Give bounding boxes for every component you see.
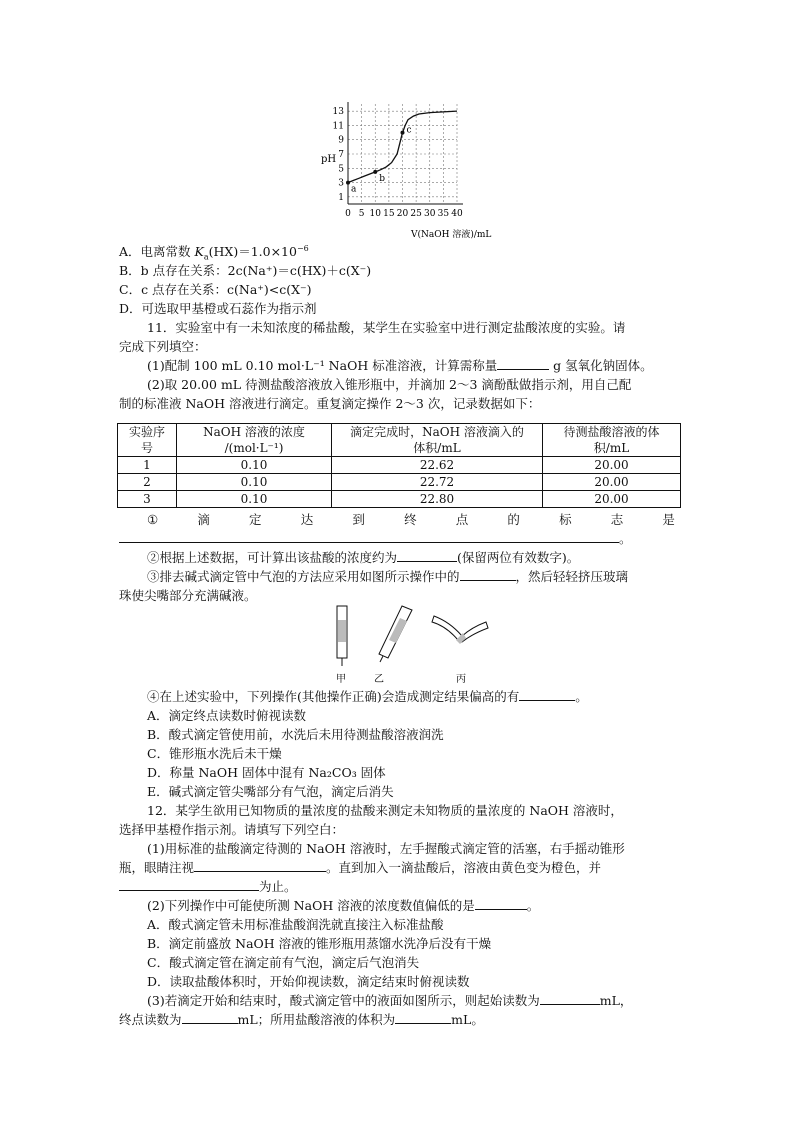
q10-option-d: D．可选取甲基橙或石蕊作为指示剂 bbox=[119, 301, 317, 316]
answer-blank[interactable] bbox=[182, 1011, 238, 1024]
burette-yi-icon bbox=[379, 606, 412, 662]
q11-sub4-option: B．酸式滴定管使用前，水洗后未用待测盐酸溶液润洗 bbox=[147, 727, 444, 742]
y-tick-label: 5 bbox=[338, 164, 344, 175]
q10-option-b: B．b 点存在关系：2c(Na⁺)＝c(HX)＋c(X⁻) bbox=[119, 263, 372, 278]
x-axis-label: V(NaOH 溶液)/mL bbox=[411, 230, 492, 240]
y-tick-label: 13 bbox=[332, 107, 344, 118]
titration-data-table bbox=[117, 423, 681, 508]
answer-blank[interactable] bbox=[475, 897, 527, 910]
q11-stem: 11．实验室中有一未知浓度的稀盐酸，某学生在实验室中进行测定盐酸浓度的实验。请 bbox=[147, 320, 626, 335]
y-tick-label: 1 bbox=[338, 192, 344, 203]
answer-blank[interactable] bbox=[460, 568, 516, 581]
y-tick-label: 9 bbox=[338, 135, 344, 146]
x-tick-label: 30 bbox=[424, 209, 436, 219]
q11-sub3-cont: 珠使尖嘴部分充满碱液。 bbox=[119, 588, 257, 603]
q11-sub4-option: E．碱式滴定管尖嘴部分有气泡，滴定后消失 bbox=[147, 784, 394, 799]
q12-part2-option: D．读取盐酸体积时，开始仰视读数，滴定结束时俯视读数 bbox=[147, 974, 470, 989]
x-tick-label: 25 bbox=[410, 209, 422, 219]
x-tick-label: 40 bbox=[451, 209, 463, 219]
q11-part1: (1)配制 100 mL 0.10 mol·L⁻¹ NaOH 标准溶液，计算需称量 g 氢氧化钠固体。 bbox=[147, 358, 653, 373]
q12-part1-cont: 瓶，眼睛注视 。直到加入一滴盐酸后，溶液由黄色变为橙色，并 bbox=[119, 860, 602, 875]
curve-point-label: b bbox=[379, 173, 386, 184]
q12-part2-option: C．酸式滴定管在滴定前有气泡，滴定后气泡消失 bbox=[147, 955, 420, 970]
answer-blank[interactable] bbox=[119, 530, 619, 543]
x-tick-label: 10 bbox=[369, 209, 381, 219]
table-row: 1 0.10 22.62 20.00 bbox=[118, 457, 681, 474]
q11-part2: (2)取 20.00 mL 待测盐酸溶液放入锥形瓶中，并滴加 2～3 滴酚酞做指示剂，用自己配 bbox=[147, 377, 632, 392]
x-tick-label: 5 bbox=[358, 209, 365, 219]
q11-sub1-justified: ① 滴 定 达 到 终 点 的 标 志 是 bbox=[147, 512, 675, 527]
figure-label-bing: 丙 bbox=[456, 674, 466, 685]
curve-point-c bbox=[401, 131, 405, 135]
q12-part3-cont: 终点读数为 mL；所用盐酸溶液的体积为 mL。 bbox=[119, 1012, 484, 1027]
curve-point-label: a bbox=[351, 184, 357, 195]
answer-blank[interactable] bbox=[395, 1011, 451, 1024]
figure-label-yi: 乙 bbox=[374, 674, 384, 685]
y-axis-label: pH bbox=[321, 154, 337, 165]
curve-point-label: c bbox=[406, 125, 412, 136]
q11-stem-cont: 完成下列填空： bbox=[119, 339, 207, 354]
chart-ticks bbox=[333, 107, 463, 219]
burette-bing-icon bbox=[432, 616, 488, 644]
q12-stem: 12．某学生欲用已知物质的量浓度的盐酸来测定未知物质的量浓度的 NaOH 溶液时， bbox=[147, 803, 623, 818]
chart-axes bbox=[348, 102, 463, 204]
y-tick-label: 3 bbox=[338, 178, 344, 189]
q12-part2-option: B．滴定前盛放 NaOH 溶液的锥形瓶用蒸馏水洗净后没有干燥 bbox=[147, 936, 492, 951]
titration-curve-chart bbox=[315, 100, 515, 240]
q10-option-c: C．c 点存在关系：c(Na⁺)<c(X⁻) bbox=[119, 282, 312, 297]
figure-label-jia: 甲 bbox=[336, 674, 346, 685]
table-row: 3 0.10 22.80 20.00 bbox=[118, 491, 681, 508]
q11-sub4: ④在上述实验中，下列操作(其他操作正确)会造成测定结果偏高的有 。 bbox=[147, 689, 588, 704]
q11-sub3: ③排去碱式滴定管中气泡的方法应采用如图所示操作中的 ，然后轻轻挤压玻璃 bbox=[147, 569, 629, 584]
burette-jia-icon bbox=[337, 606, 347, 666]
q11-sub4-option: D．称量 NaOH 固体中混有 Na₂CO₃ 固体 bbox=[147, 765, 386, 780]
q11-part2-cont: 制的标准液 NaOH 溶液进行滴定。重复滴定操作 2～3 次，记录数据如下： bbox=[119, 396, 541, 411]
q11-sub2: ②根据上述数据，可计算出该盐酸的浓度约为 (保留两位有效数字)。 bbox=[147, 550, 580, 565]
q11-sub4-option: C．锥形瓶水洗后未干燥 bbox=[147, 746, 282, 761]
q11-sub1-blank-line: 。 bbox=[119, 530, 632, 547]
chart-grid bbox=[348, 104, 457, 204]
q12-stem-cont: 选择甲基橙作指示剂。请填写下列空白： bbox=[119, 822, 345, 837]
answer-blank[interactable] bbox=[497, 357, 549, 370]
table-row: 2 0.10 22.72 20.00 bbox=[118, 474, 681, 491]
answer-blank[interactable] bbox=[397, 549, 457, 562]
q11-sub4-option: A．滴定终点读数时俯视读数 bbox=[147, 708, 307, 723]
answer-blank[interactable] bbox=[194, 859, 326, 872]
q12-part1-cont2: 为止。 bbox=[119, 878, 297, 895]
q10-option-a: A．电离常数 $K_a(HX)=1.0\times 10^{-6}$ bbox=[119, 243, 309, 262]
q12-part2: (2)下列操作中可能使所测 NaOH 溶液的浓度数值偏低的是 。 bbox=[147, 898, 540, 913]
burette-operations-figure bbox=[320, 600, 500, 686]
answer-blank[interactable] bbox=[519, 688, 575, 701]
y-tick-label: 11 bbox=[332, 121, 344, 132]
q12-part2-option: A．酸式滴定管未用标准盐酸润洗就直接注入标准盐酸 bbox=[147, 917, 444, 932]
curve-point-a bbox=[346, 181, 350, 185]
answer-blank[interactable] bbox=[540, 992, 600, 1005]
x-tick-label: 15 bbox=[383, 209, 395, 219]
x-tick-label: 35 bbox=[437, 209, 450, 219]
answer-blank[interactable] bbox=[119, 878, 259, 891]
x-tick-label: 0 bbox=[345, 209, 351, 219]
y-tick-label: 7 bbox=[338, 150, 344, 160]
curve-point-b bbox=[373, 170, 377, 174]
table-header-row: 实验序 号 NaOH 溶液的浓度 /(mol·L⁻¹) 滴定完成时，NaOH 溶液滴入的 体积/mL 待测盐酸溶液的体 积/mL bbox=[118, 424, 681, 457]
q12-part1: (1)用标准的盐酸滴定待测的 NaOH 溶液时，左手握酸式滴定管的活塞，右手摇动锥形 bbox=[147, 841, 625, 856]
q12-part3: (3)若滴定开始和结束时，酸式滴定管中的液面如图所示，则起始读数为 mL， bbox=[147, 993, 633, 1008]
x-tick-label: 20 bbox=[396, 209, 409, 219]
